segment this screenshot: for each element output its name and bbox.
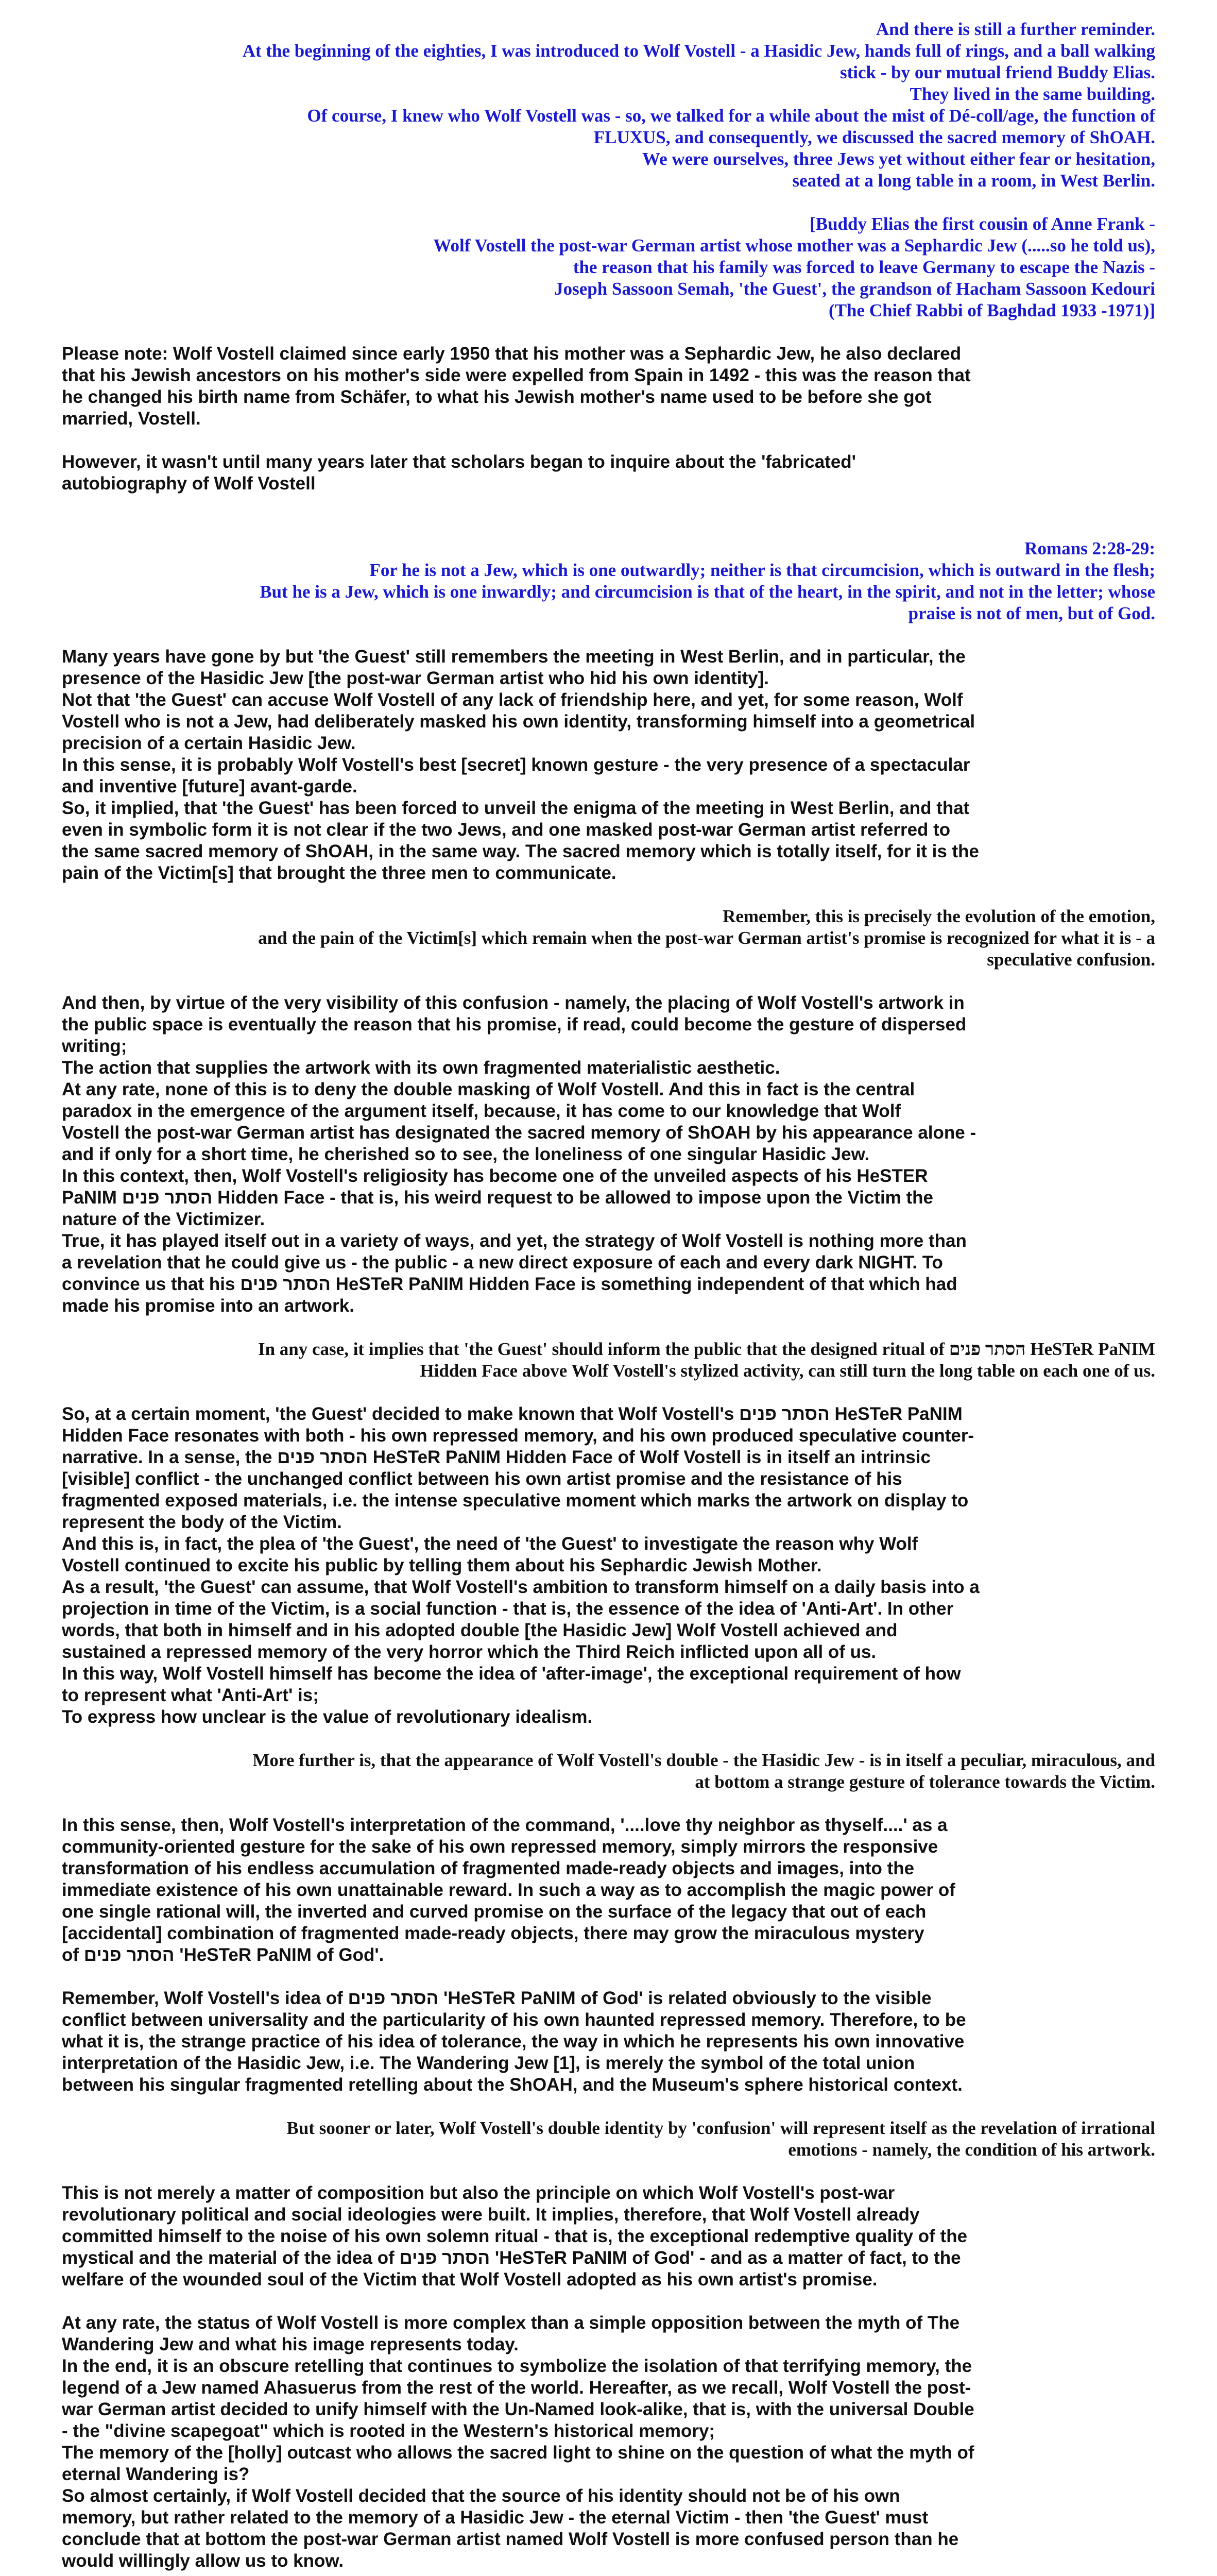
text-line: Romans 2:28-29: [1024,538,1155,558]
block-spacer [62,1317,1155,1338]
text-line: Not that 'the Guest' can accuse Wolf Vostell of any lack of friendship here, and yet, for some reason, Wolf [62,690,963,710]
text-line: For he is not a Jew, which is one outwardly; neither is that circumcision, which is outward in the flesh; [369,560,1155,580]
text-line: welfare of the wounded soul of the Victim that Wolf Vostell adopted as his own artist's promise. [62,2269,878,2290]
block-spacer [62,2572,1155,2576]
block-spacer [62,430,1155,451]
body-paragraph [62,1988,1155,2096]
aside-block [62,1338,1155,1382]
text-line: [Buddy Elias the first cousin of Anne Frank - [810,214,1155,234]
text-line: committed himself to the noise of his own solemn ritual - that is, the exceptional redemptive quality of the [62,2226,968,2246]
text-line: community-oriented gesture for the sake of his own repressed memory, simply mirrors the responsive [62,1837,938,1857]
text-line: Vostell continued to excite his public by telling them about his Sephardic Jewish Mother. [62,1555,822,1575]
body-paragraph [62,992,1155,1317]
text-line: stick - by our mutual friend Buddy Elias. [840,62,1155,82]
text-line: In this sense, it is probably Wolf Vostell's best [secret] known gesture - the very presence of a spectacular [62,755,970,775]
text-line: words, that both in himself and in his adopted double [the Hasidic Jew] Wolf Vostell achieved and [62,1620,898,1640]
body-paragraph [62,1403,1155,1728]
text-line: (The Chief Rabbi of Baghdad 1933 -1971)] [829,300,1155,320]
text-line: the public space is eventually the reason that his promise, if read, could become the gesture of dispersed [62,1014,967,1035]
text-line: mystical and the material of the idea of הסתר פנים 'HeSTeR PaNIM of God' - and as a matter of fact, to the [62,2248,961,2268]
block-spacer [62,2161,1155,2182]
text-line: However, it wasn't until many years later that scholars began to inquire about the 'fabricated' [62,452,856,472]
text-line: And there is still a further reminder. [876,19,1155,39]
text-line: Of course, I knew who Wolf Vostell was - so, we talked for a while about the mist of Dé-coll/age, the function of [307,106,1155,126]
aside-block [62,906,1155,971]
text-line: The action that supplies the artwork with its own fragmented materialistic aesthetic. [62,1058,780,1078]
text-line: pain of the Victim[s] that brought the three men to communicate. [62,863,616,883]
body-paragraph [62,2182,1155,2291]
text-line: In the end, it is an obscure retelling that continues to symbolize the isolation of that terrifying memory, the [62,2356,972,2376]
text-line: praise is not of men, but of God. [908,603,1155,623]
text-line: a revelation that he could give us - the public - a new direct exposure of each and every dark NIGHT. To [62,1252,943,1273]
text-line: writing; [62,1036,127,1056]
block-spacer [62,1966,1155,1988]
text-line: [visible] conflict - the unchanged conflict between his own artist promise and the resistance of his [62,1469,902,1489]
text-line: transformation of his endless accumulation of fragmented made-ready objects and images, into the [62,1858,915,1878]
text-line: memory, but rather related to the memory of a Hasidic Jew - the eternal Victim - then 'the Guest' must [62,2507,929,2528]
text-line: autobiography of Wolf Vostell [62,473,316,494]
aside-block [62,1750,1155,1793]
block-spacer [62,1728,1155,1750]
text-line: FLUXUS, and consequently, we discussed the sacred memory of ShOAH. [593,127,1155,147]
text-line: Many years have gone by but 'the Guest' still remembers the meeting in West Berlin, and in particular, the [62,647,966,667]
text-line: to represent what 'Anti-Art' is; [62,1685,319,1705]
text-line: Remember, Wolf Vostell's idea of הסתר פנים 'HeSTeR PaNIM of God' is related obviously to the visible [62,1988,932,2008]
text-line: made his promise into an artwork. [62,1296,354,1316]
text-line: legend of a Jew named Ahasuerus from the rest of the world. Hereafter, as we recall, Wolf Vostell the post- [62,2378,971,2398]
text-line: Hidden Face above Wolf Vostell's stylized activity, can still turn the long table on each one of us. [420,1361,1155,1381]
text-line: presence of the Hasidic Jew [the post-war German artist who hid his own identity]. [62,668,769,688]
text-line: To express how unclear is the value of revolutionary idealism. [62,1707,593,1727]
text-line: seated at a long table in a room, in West Berlin. [792,171,1155,191]
text-line: at bottom a strange gesture of tolerance towards the Victim. [695,1772,1155,1792]
text-line: paradox in the emergence of the argument itself, because, it has come to our knowledge that Wolf [62,1101,901,1121]
block-spacer [62,2291,1155,2312]
text-line: Joseph Sassoon Semah, 'the Guest', the grandson of Hacham Sassoon Kedouri [554,279,1155,299]
block-spacer [62,321,1155,343]
text-line: In any case, it implies that 'the Guest' should inform the public that the designed ritual of הסתר פנים HeSTeR PaNIM [258,1339,1155,1359]
text-line: fragmented exposed materials, i.e. the intense speculative moment which marks the artwork on display to [62,1490,969,1511]
block-spacer [62,495,1155,538]
text-line: At any rate, none of this is to deny the double masking of Wolf Vostell. And this in fact is the central [62,1079,915,1099]
block-spacer [62,2096,1155,2117]
text-line: Vostell who is not a Jew, had deliberately masked his own identity, transforming himself into a geometrical [62,711,975,732]
quote-block [62,213,1155,321]
text-line: In this context, then, Wolf Vostell's religiosity has become one of the unveiled aspects of his HeSTER [62,1166,928,1186]
text-line: interpretation of the Hasidic Jew, i.e. The Wandering Jew [1], is merely the symbol of the total union [62,2053,915,2073]
text-line: what it is, the strange practice of his idea of tolerance, the way in which he represents his own innovative [62,2031,965,2052]
text-line: [accidental] combination of fragmented made-ready objects, there may grow the miraculous mystery [62,1923,924,1943]
text-line: conflict between universality and the particularity of his own haunted repressed memory. Therefore, to be [62,2010,966,2030]
block-spacer [62,971,1155,992]
aside-block [62,2117,1155,2161]
text-line: of הסתר פנים 'HeSTeR PaNIM of God'. [62,1945,384,1965]
text-line: immediate existence of his own unattainable reward. In such a way as to accomplish the magic power of [62,1880,955,1900]
text-line: that his Jewish ancestors on his mother's side were expelled from Spain in 1492 - this was the reason that [62,365,971,385]
text-line: revolutionary political and social ideologies were built. It implies, therefore, that Wolf Vostell already [62,2205,920,2225]
text-line: So, at a certain moment, 'the Guest' decided to make known that Wolf Vostell's הסתר פנים HeSTeR PaNIM [62,1404,963,1424]
text-line: At any rate, the status of Wolf Vostell is more complex than a simple opposition between the myth of The [62,2313,960,2333]
text-line: represent the body of the Victim. [62,1512,342,1532]
text-line: narrative. In a sense, the הסתר פנים HeSTeR PaNIM Hidden Face of Wolf Vostell is in itself an intrinsic [62,1447,931,1467]
text-line: So, it implied, that 'the Guest' has been forced to unveil the enigma of the meeting in West Berlin, and that [62,798,970,818]
body-paragraph [62,1815,1155,1966]
text-line: married, Vostell. [62,409,201,429]
text-line: emotions - namely, the condition of his artwork. [788,2140,1155,2160]
block-spacer [62,1382,1155,1403]
text-line: - the "divine scapegoat" which is rooted in the Western's historical memory; [62,2421,715,2441]
block-spacer [62,624,1155,646]
text-line: and if only for a short time, he cherished so to see, the loneliness of one singular Hasidic Jew. [62,1144,870,1164]
text-line: We were ourselves, three Jews yet without either fear or hesitation, [642,149,1155,169]
text-line: war German artist decided to unify himself with the Un-Named look-alike, that is, with the universal Double [62,2399,974,2419]
block-spacer [62,1793,1155,1815]
body-paragraph [62,646,1155,884]
block-spacer [62,192,1155,213]
text-line: This is not merely a matter of composition but also the principle on which Wolf Vostell's post-war [62,2183,895,2203]
text-line: Please note: Wolf Vostell claimed since early 1950 that his mother was a Sephardic Jew, he also declared [62,344,962,364]
text-line: he changed his birth name from Schäfer, to what his Jewish mother's name used to be before she got [62,387,932,407]
text-line: Vostell the post-war German artist has designated the sacred memory of ShOAH by his appearance alone - [62,1123,976,1143]
text-line: the same sacred memory of ShOAH, in the same way. The sacred memory which is totally itself, for it is the [62,841,980,861]
text-line: even in symbolic form it is not clear if the two Jews, and one masked post-war German artist referred to [62,820,951,840]
text-line: So almost certainly, if Wolf Vostell decided that the source of his identity should not be of his own [62,2486,900,2506]
text-line: They lived in the same building. [910,84,1155,104]
text-line: But sooner or later, Wolf Vostell's double identity by 'confusion' will represent itself as the revelation of irrational [286,2118,1155,2138]
quote-block [62,538,1155,624]
text-line: between his singular fragmented retelling about the ShOAH, and the Museum's sphere historical context. [62,2075,963,2095]
text-line: projection in time of the Victim, is a social function - that is, the essence of the idea of 'Anti-Art'. In other [62,1599,954,1619]
text-line: sustained a repressed memory of the very horror which the Third Reich inflicted upon all of us. [62,1642,877,1662]
text-line: But he is a Jew, which is one inwardly; and circumcision is that of the heart, in the spirit, and not in the letter; whose [260,582,1155,602]
text-line: In this sense, then, Wolf Vostell's interpretation of the command, '....love thy neighbor as thyself....' as a [62,1815,948,1835]
body-paragraph [62,343,1155,430]
quote-block [62,19,1155,192]
text-line: Remember, this is precisely the evolution of the emotion, [723,906,1155,926]
text-line: The memory of the [holly] outcast who allows the sacred light to shine on the question of what the myth of [62,2443,974,2463]
text-line: the reason that his family was forced to leave Germany to escape the Nazis - [573,257,1155,277]
text-line: Wandering Jew and what his image represents today. [62,2334,519,2354]
text-line: eternal Wandering is? [62,2464,250,2484]
text-line: one single rational will, the inverted and curved promise on the surface of the legacy that out of each [62,1902,927,1922]
text-line: speculative confusion. [987,950,1155,970]
text-line: conclude that at bottom the post-war German artist named Wolf Vostell is more confused person than he [62,2529,959,2549]
text-line: At the beginning of the eighties, I was introduced to Wolf Vostell - a Hasidic Jew, hands full of rings, and a ball walking [242,41,1155,61]
text-line: As a result, 'the Guest' can assume, that Wolf Vostell's ambition to transform himself on a daily basis into a [62,1577,980,1597]
text-line: Wolf Vostell the post-war German artist whose mother was a Sephardic Jew (.....so he told us), [433,235,1155,256]
text-line: and inventive [future] avant-garde. [62,776,357,796]
block-spacer [62,884,1155,906]
text-line: And then, by virtue of the very visibility of this confusion - namely, the placing of Wolf Vostell's artwork in [62,993,965,1013]
text-line: Hidden Face resonates with both - his own repressed memory, and his own produced speculative counter- [62,1426,974,1446]
text-line: More further is, that the appearance of Wolf Vostell's double - the Hasidic Jew - is in itself a peculiar, miraculous, and [252,1750,1155,1770]
text-line: And this is, in fact, the plea of 'the Guest', the need of 'the Guest' to investigate the reason why Wolf [62,1534,918,1554]
text-line: would willingly allow us to know. [62,2551,344,2571]
text-line: nature of the Victimizer. [62,1209,265,1229]
text-line: precision of a certain Hasidic Jew. [62,733,356,753]
text-line: and the pain of the Victim[s] which remain when the post-war German artist's promise is recognized for what it is - a [258,928,1155,948]
body-paragraph [62,451,1155,495]
text-line: In this way, Wolf Vostell himself has become the idea of 'after-image', the exceptional requirement of how [62,1664,961,1684]
text-line: True, it has played itself out in a variety of ways, and yet, the strategy of Wolf Vostell is nothing more than [62,1231,967,1251]
body-paragraph [62,2312,1155,2572]
text-line: PaNIM הסתר פנים Hidden Face - that is, his weird request to be allowed to impose upon the Victim the [62,1188,934,1208]
text-line: convince us that his הסתר פנים HeSTeR PaNIM Hidden Face is something independent of that which had [62,1274,957,1294]
